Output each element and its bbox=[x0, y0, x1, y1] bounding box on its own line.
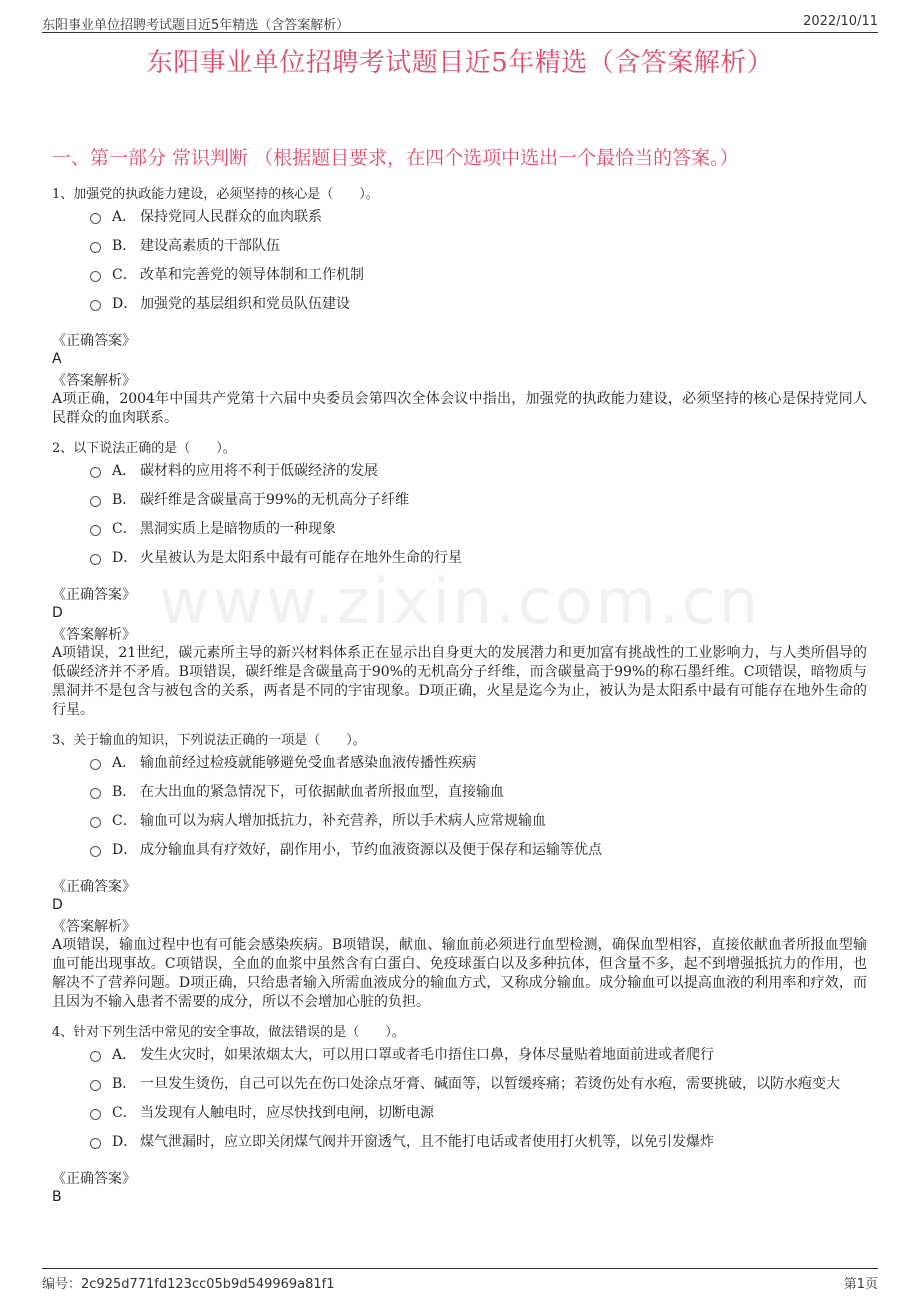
question-text: 4、针对下列生活中常见的安全事故，做法错误的是（ ）。 bbox=[52, 1025, 405, 1040]
answer-label: 《正确答案》 bbox=[52, 333, 136, 349]
option-letter: A． bbox=[112, 1047, 137, 1063]
explanation-text: A项错误，21世纪，碳元素所主导的新兴材料体系正在显示出自身更大的发展潜力和更加富有挑战性的工业影响力，与人类所倡导的低碳经济并不矛盾。B项错误，碳纤维是含碳量高于90%的无机高分子纤维，而含碳量高于99%的称石墨纤维。C项错误，暗物质与黑洞并不是包含与被包含的关系，两者是不同的宇宙现象。D项正确，火星是迄今为止，被认为是太阳系中最有可能存在地外生命的行星。 bbox=[52, 645, 867, 718]
answer-option[interactable] bbox=[52, 294, 867, 314]
option-letter: C． bbox=[112, 521, 137, 537]
option-letter: C． bbox=[112, 1105, 137, 1121]
answer-option[interactable] bbox=[52, 490, 867, 510]
option-letter: D． bbox=[112, 1134, 138, 1150]
radio-icon[interactable] bbox=[90, 788, 101, 799]
radio-icon[interactable] bbox=[90, 467, 101, 478]
answer-label: 《正确答案》 bbox=[52, 587, 136, 603]
option-letter: B． bbox=[112, 1076, 137, 1092]
radio-icon[interactable] bbox=[90, 817, 101, 828]
option-text: 建设高素质的干部队伍 bbox=[140, 238, 280, 254]
question-text: 3、关于输血的知识，下列说法正确的一项是（ ）。 bbox=[52, 733, 366, 748]
answer-option[interactable] bbox=[52, 548, 867, 568]
footer-code: 编号：2c925d771fd123cc05b9d549969a81f1 bbox=[42, 1277, 335, 1292]
answer-option[interactable] bbox=[52, 753, 867, 773]
option-letter: B． bbox=[112, 492, 137, 508]
explanation-text: A项正确，2004年中国共产党第十六届中央委员会第四次全体会议中指出，加强党的执政能力建设，必须坚持的核心是保持党同人民群众的血肉联系。 bbox=[52, 391, 867, 426]
radio-icon[interactable] bbox=[90, 242, 101, 253]
radio-icon[interactable] bbox=[90, 300, 101, 311]
answer-option[interactable] bbox=[52, 236, 867, 256]
answer-option[interactable] bbox=[52, 811, 867, 831]
answer-option[interactable] bbox=[52, 1103, 867, 1123]
answer-option[interactable] bbox=[52, 519, 867, 539]
option-text: 一旦发生烫伤，自己可以先在伤口处涂点牙膏、碱面等，以暂缓疼痛；若烫伤处有水疱，需要挑破，以防水疱变大 bbox=[140, 1076, 840, 1092]
option-text: 改革和完善党的领导体制和工作机制 bbox=[140, 267, 364, 283]
option-letter: A． bbox=[112, 755, 137, 771]
option-letter: A． bbox=[112, 463, 137, 479]
option-text: 在大出血的紧急情况下，可依据献血者所报血型，直接输血 bbox=[140, 784, 504, 800]
radio-icon[interactable] bbox=[90, 496, 101, 507]
page-footer bbox=[42, 1268, 878, 1292]
radio-icon[interactable] bbox=[90, 554, 101, 565]
section-heading: 一、第一部分 常识判断 （根据题目要求，在四个选项中选出一个最恰当的答案。） bbox=[52, 147, 739, 169]
answer-value: D bbox=[52, 897, 63, 913]
answer-option[interactable] bbox=[52, 782, 867, 802]
question-text: 1、加强党的执政能力建设，必须坚持的核心是（ ）。 bbox=[52, 187, 379, 202]
footer-page-number: 第1页 bbox=[843, 1277, 878, 1292]
radio-icon[interactable] bbox=[90, 1051, 101, 1062]
answer-option[interactable] bbox=[52, 1132, 867, 1152]
page-header bbox=[42, 12, 878, 33]
option-letter: D． bbox=[112, 842, 138, 858]
answer-option[interactable] bbox=[52, 1045, 867, 1065]
answer-option[interactable] bbox=[52, 265, 867, 285]
question-list bbox=[52, 186, 867, 1210]
answer-label: 《正确答案》 bbox=[52, 879, 136, 895]
question-text: 2、以下说法正确的是（ ）。 bbox=[52, 441, 236, 456]
radio-icon[interactable] bbox=[90, 1080, 101, 1091]
explanation-text: A项错误，输血过程中也有可能会感染疾病。B项错误，献血、输血前必须进行血型检测，确保血型相容，直接依献血者所报血型输血可能出现事故。C项错误，全血的血浆中虽然含有白蛋白、免疫球蛋白以及多种抗体，但含量不多，起不到增强抵抗力的作用，也解决不了营养问题。D项正确，只给患者输入所需血液成分的输血方式，又称成分输血。成分输血可以提高血液的利用率和疗效，而且因为不输入患者不需要的成分，所以不会增加心脏的负担。 bbox=[52, 937, 867, 1010]
radio-icon[interactable] bbox=[90, 271, 101, 282]
radio-icon[interactable] bbox=[90, 846, 101, 857]
option-text: 煤气泄漏时，应立即关闭煤气阀并开窗透气，且不能打电话或者使用打火机等，以免引发爆炸 bbox=[140, 1134, 714, 1150]
document-title: 东阳事业单位招聘考试题目近5年精选（含答案解析） bbox=[146, 48, 774, 78]
explanation-label: 《答案解析》 bbox=[52, 373, 136, 389]
answer-option[interactable] bbox=[52, 840, 867, 860]
option-letter: C． bbox=[112, 267, 137, 283]
answer-value: D bbox=[52, 605, 63, 621]
explanation-label: 《答案解析》 bbox=[52, 627, 136, 643]
option-letter: C． bbox=[112, 813, 137, 829]
answer-option[interactable] bbox=[52, 461, 867, 481]
option-text: 黑洞实质上是暗物质的一种现象 bbox=[140, 521, 336, 537]
option-text: 加强党的基层组织和党员队伍建设 bbox=[140, 296, 350, 312]
answer-value: B bbox=[52, 1189, 62, 1205]
option-text: 输血前经过检疫就能够避免受血者感染血液传播性疾病 bbox=[140, 755, 476, 771]
radio-icon[interactable] bbox=[90, 213, 101, 224]
header-date: 2022/10/11 bbox=[803, 14, 878, 29]
option-text: 碳纤维是含碳量高于99%的无机高分子纤维 bbox=[140, 492, 410, 508]
option-letter: D． bbox=[112, 550, 138, 566]
option-text: 发生火灾时，如果浓烟太大，可以用口罩或者毛巾捂住口鼻，身体尽量贴着地面前进或者爬行 bbox=[140, 1047, 714, 1063]
watermark: www.zixin.com.cn bbox=[158, 565, 762, 638]
option-letter: B． bbox=[112, 784, 137, 800]
option-text: 保持党同人民群众的血肉联系 bbox=[140, 209, 322, 225]
option-letter: D． bbox=[112, 296, 138, 312]
option-text: 当发现有人触电时，应尽快找到电闸，切断电源 bbox=[140, 1105, 434, 1121]
option-text: 成分输血具有疗效好，副作用小，节约血液资源以及便于保存和运输等优点 bbox=[140, 842, 602, 858]
radio-icon[interactable] bbox=[90, 525, 101, 536]
radio-icon[interactable] bbox=[90, 1109, 101, 1120]
answer-option[interactable] bbox=[52, 207, 867, 227]
option-text: 碳材料的应用将不利于低碳经济的发展 bbox=[140, 463, 378, 479]
radio-icon[interactable] bbox=[90, 759, 101, 770]
answer-label: 《正确答案》 bbox=[52, 1171, 136, 1187]
option-text: 输血可以为病人增加抵抗力，补充营养，所以手术病人应常规输血 bbox=[140, 813, 546, 829]
option-letter: B． bbox=[112, 238, 137, 254]
explanation-label: 《答案解析》 bbox=[52, 919, 136, 935]
option-text: 火星被认为是太阳系中最有可能存在地外生命的行星 bbox=[140, 550, 462, 566]
answer-value: A bbox=[52, 351, 62, 367]
header-doc-title: 东阳事业单位招聘考试题目近5年精选（含答案解析） bbox=[42, 18, 350, 33]
answer-option[interactable] bbox=[52, 1074, 867, 1094]
radio-icon[interactable] bbox=[90, 1138, 101, 1149]
option-letter: A． bbox=[112, 209, 137, 225]
